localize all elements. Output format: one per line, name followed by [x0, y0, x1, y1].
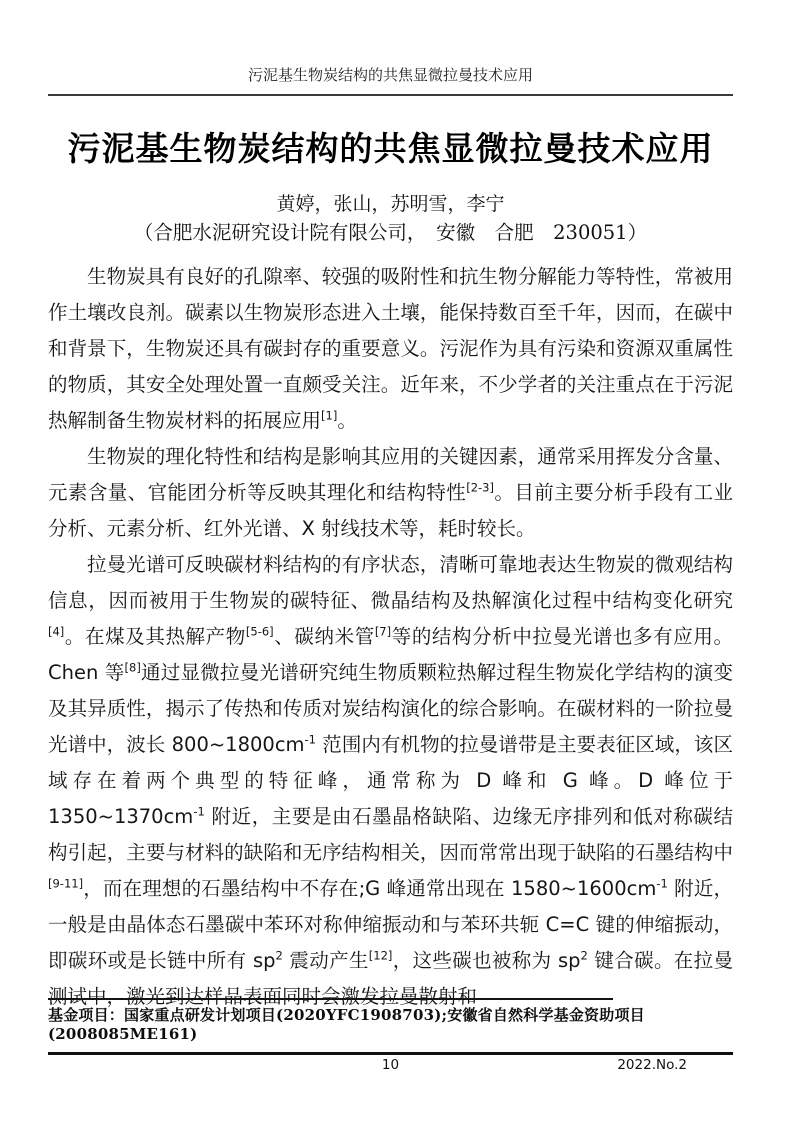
citation-ref: [8]	[124, 660, 141, 675]
superscript: -1	[304, 732, 316, 747]
citation-ref: [4]	[48, 624, 65, 639]
author-line: 黄婷，张山，苏明雪，李宁	[276, 193, 505, 215]
body-paragraph: 生物炭的理化特性和结构是影响其应用的关键因素，通常采用挥发分含量、元素含量、官能团分析等反映其理化和结构特性[2-3]。目前主要分析手段有工业分析、元素分析、红外光谱、X 射线技术等，耗时较长。	[48, 445, 733, 540]
page-number: 10	[381, 1057, 400, 1073]
running-header-title: 污泥基生物炭结构的共焦显微拉曼技术应用	[247, 66, 533, 84]
superscript: -1	[193, 804, 205, 819]
superscript: 2	[580, 948, 588, 963]
citation-ref: [2-3]	[466, 480, 494, 495]
citation-ref: [5-6]	[245, 624, 274, 639]
citation-ref: [9-11]	[48, 876, 84, 891]
superscript: 2	[275, 948, 283, 963]
footnote-area	[48, 998, 733, 1043]
running-header	[48, 66, 733, 96]
footnote-separator	[48, 998, 613, 1000]
issue-label: 2022.No.2	[617, 1057, 687, 1073]
footer-row	[48, 1057, 733, 1079]
body-paragraph: 拉曼光谱可反映碳材料结构的有序状态，清晰可靠地表达生物炭的微观结构信息，因而被用于生物炭的碳特征、微晶结构及热解演化过程中结构变化研究[4]。在煤及其热解产物[5-6]、碳纳米管[7]等的结构分析中拉曼光谱也多有应用。Chen 等[8]通过显微拉曼光谱研究纯生物质颗粒热解过程生物炭化学结构的演变及其异质性，揭示了传热和传质对炭结构演化的综合影响。在碳材料的一阶拉曼光谱中，波长 $800\sim 1800cm^{-1}$ 范围内有机物的拉曼谱带是主要表征区域，该区域存在着两个典型的特征峰，通常称为 D 峰和 G 峰。D 峰位于 $1350\sim 1370cm^{-1}$ 附近，主要是由石墨晶格缺陷、边缘无序排列和低对称碳结构引起，主要与材料的缺陷和无序结构相关，因而常常出现于缺陷的石墨结构中[9-11]，而在理想的石墨结构中不存在;G 峰通常出现在 $1580\sim 1600cm^{-1}$ 附近，一般是由晶体态石墨碳中苯环对称伸缩振动和与苯环共轭 C=C 键的伸缩振动，即碳环或是长链中所有 $sp^2$ 震动产生[12]，这些碳也被称为 $sp^2$ 键合碳。在拉曼测试中，激光到达样品表面同时会激发拉曼散射和	[48, 553, 733, 1008]
page-footer	[48, 1052, 733, 1079]
fund-note	[48, 1004, 733, 1043]
fund-note-label: 基金项目：	[48, 1006, 125, 1024]
citation-ref: [12]	[368, 948, 393, 963]
superscript: -1	[656, 876, 668, 891]
fund-note-text: 国家重点研发计划项目(2020YFC1908703);安徽省自然科学基金资助项目(2008085ME161)	[48, 1006, 645, 1043]
article-title: 污泥基生物炭结构的共焦显微拉曼技术应用	[67, 129, 714, 168]
affiliation-line: （合肥水泥研究设计院有限公司， 安徽 合肥 230051）	[133, 221, 648, 244]
citation-ref: [1]	[321, 408, 338, 423]
citation-ref: [7]	[374, 624, 392, 639]
footer-rule	[48, 1052, 733, 1055]
body-text	[48, 259, 733, 1015]
body-paragraph: 生物炭具有良好的孔隙率、较强的吸附性和抗生物分解能力等特性，常被用作土壤改良剂。碳素以生物炭形态进入土壤，能保持数百至千年，因而，在碳中和背景下，生物炭还具有碳封存的重要意义。污泥作为具有污染和资源双重属性的物质，其安全处理处置一直颇受关注。近年来，不少学者的关注重点在于污泥热解制备生物炭材料的拓展应用[1]。	[48, 265, 733, 432]
